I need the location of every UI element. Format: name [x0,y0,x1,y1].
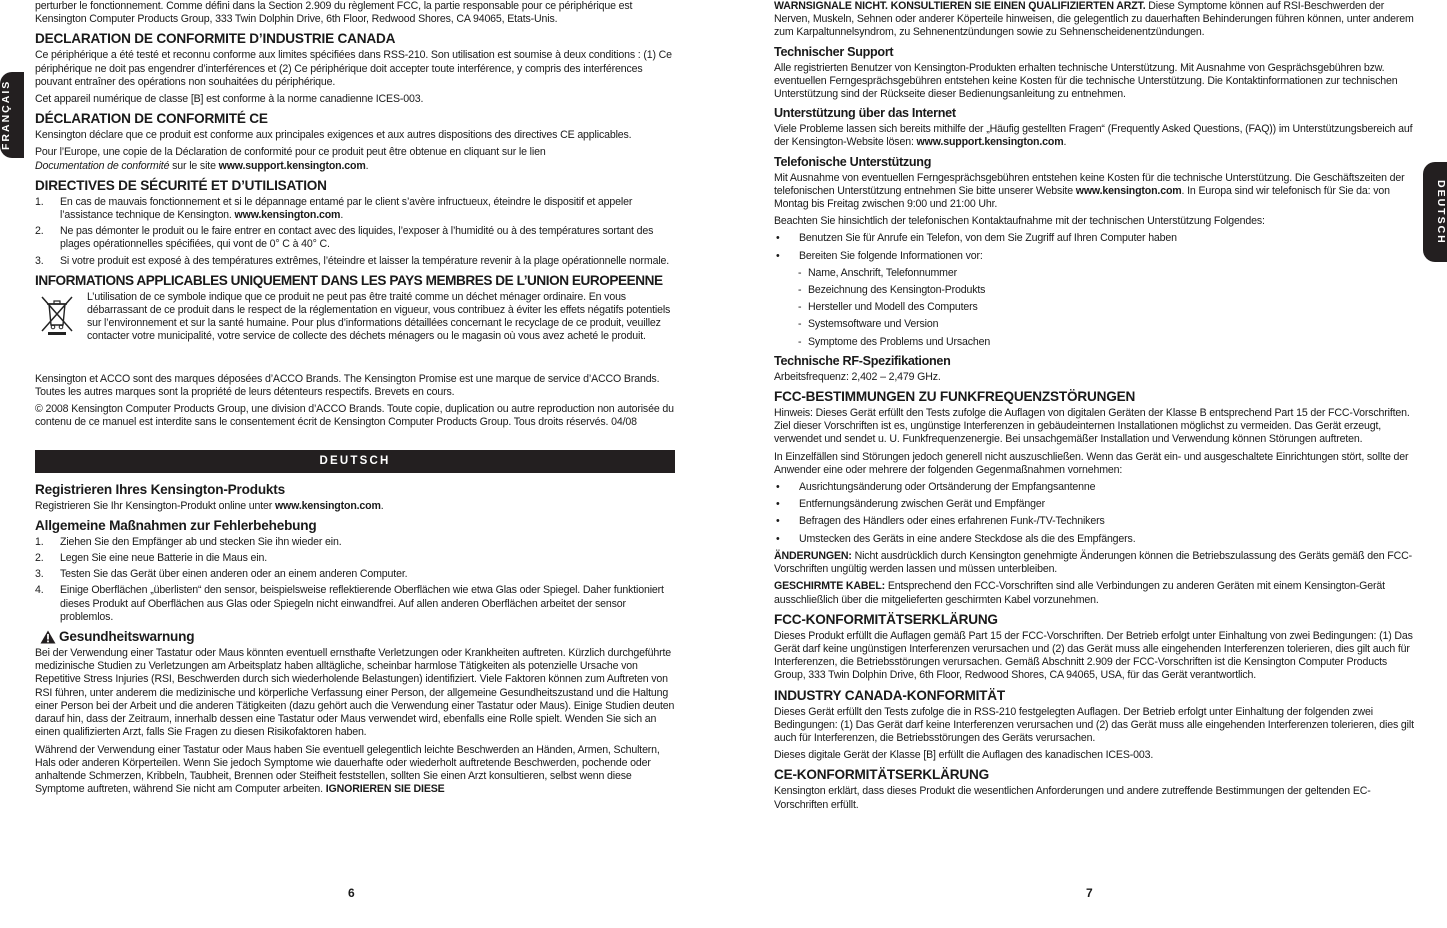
list-item: - Hersteller und Modell des Computers [798,301,978,314]
register-link[interactable]: www.kensington.com [274,499,381,512]
industry-canada-heading: INDUSTRY CANADA-KONFORMITÄT [774,687,1005,703]
trademarks-text: Kensington et ACCO sont des marques déposées d’ACCO Brands. The Kensington Promise est une marque de service d’ACCO Brands. Toutes les autres marques sont la propriété de leurs détenteurs respectifs. Brevets en cours. [35,372,660,399]
warning-continuation-text: WARNSIGNALE NICHT. KONSULTIEREN SIE EINEN QUALIFIZIERTEN ARZT. Diese Symptome können auf RSI-Beschwerden der Nerven, Muskeln, Sehnen oder anderer Köperteile hinweisen, die gelegentlich zu dauerhaften Behinderungen führen können, unter anderem zum Karpaltunnelsyndrom, zu Sehnenentzündungen sowie zu Sehnenscheidenentzündungen. [774,0,1414,39]
left-column [35,0,675,800]
fcc-conformity-text: Dieses Produkt erfüllt die Auflagen gemäß Part 15 der FCC-Vorschriften. Der Betrieb erfolgt unter Einhaltung von zwei Bedingungen: (1) Das Gerät darf keine ungünstigen Interferenzen verursachen und (2) das Gerät muss alle eingehenden Interferenzen tolerieren, dies gilt auch für Interferenzen, die Betriebsstörungen verursachen. Gemäß Abschnitt 2.909 der FCC-Vorschriften ist die Kensington Computer Products Group, 333 Twin Dolphin Drive, 6th Floor, Redwood Shores, CA 94065, USA, für das Gerät verantwortlich. [774,629,1413,682]
rf-heading: Technische RF-Spezifikationen [774,353,951,368]
list-item: • Entfernungsänderung zwischen Gerät und Empfänger [776,498,1046,511]
health-warning-heading: Gesundheitswarnung [35,629,675,645]
fcc-heading: FCC-BESTIMMUNGEN ZU FUNKFREQUENZSTÖRUNGEN [774,389,1136,405]
list-item: 1. Ziehen Sie den Empfänger ab und stecken Sie ihn wieder ein. [35,535,342,548]
eu-heading: INFORMATIONS APPLICABLES UNIQUEMENT DANS LES PAYS MEMBRES DE L’UNION EUROPEENNE [35,272,663,288]
fcc-measures-list [774,481,1414,546]
fcc-responsible-party-text: perturber le fonctionnement. Comme défini dans la Section 2.909 du règlement FCC, la partie responsable pour ce périphérique est Kensington Computer Products Group, 333 Twin Dolphin Drive, 6th Floor, Redwood Shores, CA 94065, Etats-Unis. [35,0,633,26]
list-item: • Ausrichtungsänderung oder Ortsänderung der Empfangsantenne [776,481,1096,494]
health-paragraph-1: Bei der Verwendung einer Tastatur oder Maus könnten eventuell ernsthafte Verletzungen oder Krankheiten auftreten. Kürzlich durchgeführte medizinische Studien zu Verletzungen am Arbeitsplatz haben alltägliche, scheinbar harmlose Tätigkeiten als potenzielle Ursache von Repetitive Stress Injuries (RSI, Beschwerden durch sich wiederholende Belastungen) identifiziert. Viele Faktoren können zum Auftreten von RSI führen, unter anderem die medizinische und körperliche Verfassung einer Person, der allgemeine Gesundheitszustand und die Haltung einer Person bei der Arbeit und die anderen Tätigkeiten (dazu gehört auch die Verwendung einer Tastatur oder Maus). Einige Studien deuten darauf hin, dass der Zeitraum, innerhalb dessen eine Tastatur oder Maus verwendet wird, ebenfalls eine Rolle spielt. Wenden Sie sich an einen qualifizierten Arzt, falls Sie Fragen zu diesen Risikofaktoren haben. [35,647,675,739]
support-link-de[interactable]: www.support.kensington.com [916,136,1064,149]
canada-paragraph-1: Ce périphérique a été testé et reconnu conforme aux limites spécifiées dans RSS-210. Son utilisation est soumise à deux conditions : (1) Ce périphérique ne doit pas engendrer d’interférences et (2) Ce périphérique doit accepter toute interférence, y compris des interférences pouvant entraîner des opérations non souhaitées du périphérique. [35,49,672,88]
section-bar-deutsch: DEUTSCH [35,450,675,473]
list-item: 1. En cas de mauvais fonctionnement et si le dépannage entamé par le client s’avère infructueux, éteindre le dispositif et appeler l’assistance technique de Kensington. www.kensington.com. [35,195,633,222]
list-item: - Bezeichnung des Kensington-Produkts [798,284,986,297]
crossed-bin-icon [37,293,77,335]
list-item: 3. Si votre produit est exposé à des températures extrêmes, l’éteindre et laisser la température revenir à la plage opérationnelle normale. [35,254,670,267]
ce-paragraph-1-fr: Kensington déclare que ce produit est conforme aux principales exigences et aux autres dispositions des directives CE applicables. [35,129,632,142]
rf-text: Arbeitsfrequenz: 2,402 – 2,479 GHz. [774,370,941,383]
support-text: Alle registrierten Benutzer von Kensington-Produkten erhalten technische Unterstützung. Mit Ausnahme von Gesprächsgebühren bzw. eventuellen Ferngesprächsgebühren entstehen keine Kosten für die technische Unterstützung. Die Kontaktinformationen zur technischen Unterstützung sind der Rückseite dieser Bedienungsanleitung zu entnehmen. [774,61,1398,101]
fcc-cable-text: GESCHIRMTE KABEL: Entsprechend den FCC-Vorschriften sind alle Verbindungen zu anderen Geräten mit einem Kensington-Gerät ausschließlich über die mitgelieferten geschirmten Kabel vorzunehmen. [774,580,1385,606]
fcc-paragraph-2: In Einzelfällen sind Störungen jedoch generell nicht auszuschließen. Wenn das Gerät ein- und ausgeschaltete Einrichtungen stört, sollte der Anwender eine oder mehrere der folgenden Gegenmaßnahmen vornehmen: [774,450,1409,476]
phone-info-list [774,267,1414,349]
internet-support-text: Viele Probleme lassen sich bereits mithilfe der „Häufig gestellten Fragen“ (Frequently Asked Questions, (FAQ)) im Unterstützungsbereich auf der Kensington-Website lösen: www.support.kensington.com. [774,123,1413,149]
register-text: Registrieren Sie Ihr Kensington-Produkt online unter www.kensington.com. [35,499,384,512]
language-tab-francais: FRANÇAIS [0,72,24,158]
list-item: • Bereiten Sie folgende Informationen vor: [776,249,983,262]
list-item: 2. Ne pas démonter le produit ou le faire entrer en contact avec des liquides, l’exposer à l’humidité ou à des températures sortant des plages opérationnelles spécifiées, qui vont de 0° C à 40° C. [35,225,654,251]
eu-recycling-text: L’utilisation de ce symbole indique que ce produit ne peut pas être traité comme un déchet ménager ordinaire. En vous débarrassant de ce produit dans le respect de la réglementation en vigueur, vous contribuez à éviter les effets négatifs potentiels sur l’environnement et sur la santé humaine. Pour plus d’informations détaillées concernant le recyclage de ce produit, veuillez contacter votre municipalité, votre service de collecte des déchets ménagers ou le magasin où vous avez acheté le produit. [87,290,671,343]
troubleshoot-heading: Allgemeine Maßnahmen zur Fehlerbehebung [35,517,317,533]
fcc-paragraph-1: Hinweis: Dieses Gerät erfüllt den Tests zufolge die Auflagen von digitalen Geräten der Klasse B entsprechend Part 15 der FCC-Vorschriften. Ziel dieser Vorschriften ist es, ungünstige Interferenzen in gebäudeinternen Installationen möglichst zu vermeiden. Das Gerät erzeugt, verwendet und sendet u. U. Funkfrequenzenergie. Bei unsachgemäßer Installation und Verwendung können Störungen auftreten. [774,407,1410,446]
register-heading: Registrieren Ihres Kensington-Produkts [35,481,285,497]
phone-support-note: Beachten Sie hinsichtlich der telefonischen Kontaktaufnahme mit der technischen Unterstützung Folgendes: [774,215,1265,228]
list-item: • Benutzen Sie für Anrufe ein Telefon, von dem Sie Zugriff auf Ihren Computer haben [776,232,1177,245]
troubleshoot-list [35,536,675,624]
fcc-conformity-heading: FCC-KONFORMITÄTSERKLÄRUNG [774,611,998,627]
eu-recycling-block [35,291,675,361]
left-page [0,0,723,928]
list-item: - Name, Anschrift, Telefonnummer [798,266,957,279]
canada-heading: DECLARATION DE CONFORMITE D’INDUSTRIE CANADA [35,31,396,47]
list-item: - Systemsoftware und Version [798,318,939,331]
industry-canada-paragraph-2: Dieses digitale Gerät der Klasse [B] erfüllt die Auflagen des kanadischen ICES-003. [774,749,1154,762]
ce-paragraph-2-fr: Pour l’Europe, une copie de la Déclaration de conformité pour ce produit peut être obtenue en cliquant sur le lien Documentation de conformité sur le site www.support.kensington.com. [35,146,546,172]
list-item: - Symptome des Problems und Ursachen [798,335,991,348]
ce-heading-fr: DÉCLARATION DE CONFORMITÉ CE [35,111,268,127]
fcc-changes-text: ÄNDERUNGEN: Nicht ausdrücklich durch Kensington genehmigte Änderungen können die Betriebszulassung des Geräts gemäß den FCC-Vorschriften ungültig werden lassen und müssen unterbleiben. [774,549,1412,576]
canada-paragraph-2: Cet appareil numérique de classe [B] est conforme à la norme canadienne ICES-003. [35,93,424,106]
kensington-link[interactable]: www.kensington.com [234,209,341,222]
phone-support-heading: Telefonische Unterstützung [774,154,932,169]
copyright-text: © 2008 Kensington Computer Products Group, une division d’ACCO Brands. Toute copie, duplication ou autre reproduction non autorisée du contenu de ce manuel est interdite sans le consentement écrit de Kensington Computer Products Group. Tous droits réservés. 04/08 [35,403,674,429]
page-number-left: 6 [348,886,355,900]
safety-heading: DIRECTIVES DE SÉCURITÉ ET D’UTILISATION [35,177,327,193]
ce-heading-de: CE-KONFORMITÄTSERKLÄRUNG [774,767,989,783]
internet-support-heading: Unterstützung über das Internet [774,106,956,121]
safety-list [35,196,675,268]
right-column [774,0,1414,816]
industry-canada-paragraph-1: Dieses Gerät erfüllt den Tests zufolge die in RSS-210 festgelegten Auflagen. Der Betrieb erfolgt unter Einhaltung der folgenden zwei Bedingungen: (1) Das Gerät darf keine Interferenzen verursachen und (2) das Gerät muss alle eingehenden Interferenzen tolerieren, dies gilt auch für Interferenzen, die Betriebsstörungen des Geräts verursachen. [774,705,1414,744]
kensington-link-de[interactable]: www.kensington.com [1075,184,1182,197]
phone-support-text: Mit Ausnahme von eventuellen Ferngesprächsgebühren entstehen keine Kosten für die technische Unterstützung. Die Geschäftszeiten der telefonischen Unterstützung entnehmen Sie bitte unserer Website www.kensington.com. In Europa sind wir telefonisch für Sie da: von Montag bis Freitag zwischen 9:00 und 21:00 Uhr. [774,171,1405,211]
list-item: • Umstecken des Geräts in eine andere Steckdose als die des Empfängers. [776,532,1136,545]
list-item: 4. Einige Oberflächen „überlisten“ den sensor, beispielsweise reflektierende Oberflächen wie etwa Glas oder Spiegel. Daher funktioniert dieses Produkt auf Oberflächen aus Glas oder Spiegeln nicht einwandfrei. Auf allen anderen Oberflächen arbeitet der sensor problemlos. [35,584,664,623]
health-paragraph-2: Während der Verwendung einer Tastatur oder Maus haben Sie eventuell gelegentlich leichte Beschwerden an Händen, Armen, Schultern, Hals oder anderen Körperteilen. Wenn Sie jedoch Symptome wie dauerhafte oder wiederholt auftretende Beschwerden, pochende oder anhaltende Schmerzen, Kribbeln, Taubheit, Brennen oder Steifheit feststellen, sollten Sie einen Arzt konsultieren, selbst wenn diese Symptome auftreten, während Sie nicht am Computer arbeiten. IGNORIEREN SIE DIESE [35,743,660,796]
ce-text-de: Kensington erklärt, dass dieses Produkt die wesentlichen Anforderungen und andere zutreffende Bestimmungen der geltenden EC-Vorschriften erfüllt. [774,785,1371,811]
page-number-right: 7 [1086,886,1093,900]
support-link-fr[interactable]: www.support.kensington.com [218,159,366,172]
warning-icon [40,630,56,644]
list-item: 3. Testen Sie das Gerät über einen anderen oder an einem anderen Computer. [35,568,408,581]
list-item: • Befragen des Händlers oder eines erfahrenen Funk-/TV-Technikers [776,515,1105,528]
language-tab-deutsch: DEUTSCH [1423,162,1447,262]
support-heading: Technischer Support [774,44,894,59]
right-page [724,0,1447,928]
phone-bullet-list [774,232,1414,262]
list-item: 2. Legen Sie eine neue Batterie in die Maus ein. [35,552,268,565]
